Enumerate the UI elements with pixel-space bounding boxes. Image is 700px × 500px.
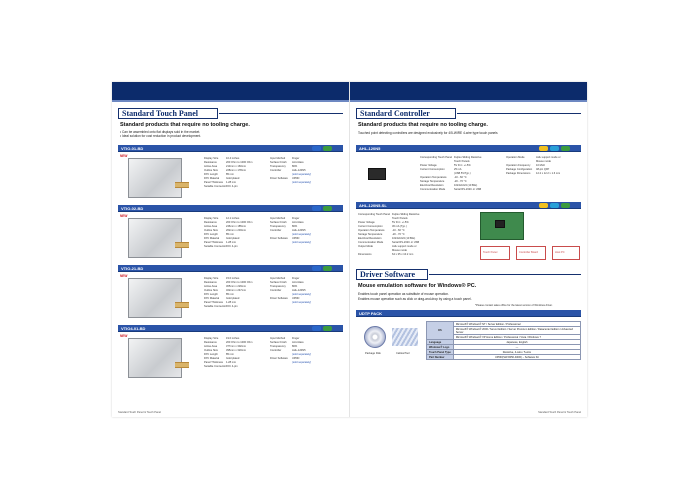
table-row <box>427 355 581 360</box>
new-tag: NEW <box>120 334 128 338</box>
controller-spec-b: Operation Mode AHL support mode or Mouse mode Operation Frequency 10 MHz Package Configuration 48-pin QFP Package Dimensions 12.2 x 12.2 x 1.6 mm <box>506 156 561 175</box>
spec-icon <box>323 206 332 211</box>
disk-image <box>364 326 386 348</box>
new-tag: NEW <box>120 154 128 158</box>
controller-note: Touched point detecting controllers are designed exclusively for 4/5-WIRE 4-wire type touch panels <box>358 131 498 135</box>
controller-section-title: Standard Controller <box>356 108 456 119</box>
spec-icon <box>323 146 332 151</box>
spec-list-b: Input Method Finger Surface Finish Anti-Glare Transparency 80% Controller AHL-120N5 (sold separately) Driver Software UPDD (sold separately) <box>270 217 312 244</box>
table-cell: Microsoft® Windows® XP Home Edition / Professional / Vista / Windows 7 <box>453 335 580 340</box>
diagram-label: Touch Panel <box>483 251 498 254</box>
spec-icon <box>539 146 548 151</box>
spec-list-a: Display Size 10.4 inches Resistance 200 Ohm to 1000 Ohm Active Area 213mm x 160mm Outline Size 228mm x 178mm FPC Length 85 mm FPC Material Gold plated Panel Thickness 1.28 mm Suitable ConnectorFFC 4-pin <box>204 157 253 188</box>
cables-image <box>392 328 418 346</box>
left-page <box>112 82 349 417</box>
driver-bullet-1: Enables touch panel operation as substitute of mouse operation. <box>358 292 449 296</box>
model-header <box>118 145 343 152</box>
table-cell: — <box>453 345 580 350</box>
spec-list-a: Display Size 19.0 inches Resistance 200 Ohm to 1000 Ohm Active Area 377mm x 302mm Outline Size 395mm x 320mm FPC Length 85 mm FPC Material Gold plated Panel Thickness 1.28 mm Suitable ConnectorFFC 4-pin <box>204 337 253 368</box>
fpc-tail-image <box>175 182 189 188</box>
page-footer: Standard Touch Panel & Touch Panel <box>118 411 161 414</box>
table-cell: Language <box>427 340 454 345</box>
fpc-tail-image <box>175 362 189 368</box>
touch-panel-image <box>128 278 182 318</box>
controller-chip-image <box>495 220 505 228</box>
table-cell: Resistive, 4-wire / 5-wire <box>453 350 580 355</box>
driver-bullet-2: Enables mouse operation such as click or drag-and-drop by using a touch panel. <box>358 297 472 301</box>
bullet-2: • Ideal solution for cost reduction in product development. <box>120 134 202 138</box>
section-title: Standard Touch Panel <box>118 108 218 119</box>
spec-icon <box>550 146 559 151</box>
top-band <box>350 82 587 100</box>
fpc-tail-image <box>175 242 189 248</box>
top-band-stripe <box>350 100 587 102</box>
section-rule <box>219 113 343 114</box>
controller-name: AHL-120N5 <box>359 146 381 151</box>
table-cell: Japanese, English <box>453 340 580 345</box>
controller-subhead: Standard products that require no tooling charge. <box>358 122 488 128</box>
table-cell: Touch Panel Type <box>427 350 454 355</box>
spec-icon <box>561 203 570 208</box>
section-rule <box>429 274 581 275</box>
driver-section-title: Driver Software <box>356 269 428 280</box>
spec-list-a: Display Size 12.1 inches Resistance 200 Ohm to 1000 Ohm Active Area 246mm x 185mm Outline Size 262mm x 203mm FPC Length 85 mm FPC Material Gold plated Panel Thickness 1.28 mm Suitable ConnectorFFC 4-pin <box>204 217 253 248</box>
connection-diagram-host <box>552 246 580 260</box>
section-rule <box>457 113 581 114</box>
table-cell: OS <box>427 322 454 340</box>
spec-icon <box>550 203 559 208</box>
connection-diagram-board <box>516 246 546 260</box>
model-header <box>118 325 343 332</box>
touch-panel-image <box>128 338 182 378</box>
driver-subhead: Mouse emulation software for Windows® PC. <box>358 283 477 289</box>
spec-icon <box>539 203 548 208</box>
spec-icon <box>323 326 332 331</box>
spec-icon <box>312 206 321 211</box>
spec-list-b: Input Method Finger Surface Finish Anti-Glare Transparency 80% Controller AHL-120N5 (sold separately) Driver Software UPDD (sold separately) <box>270 337 312 364</box>
controller-spec-a: Corresponding Touch Panel Fujitsu Sliding Resistive Touch Panels Power Voltage 5V D.C. +/-5% Current Consumption 30 mA (Typ.) Operation Temperature -10 - 60 °C Storage Temperature -20 - 70 °C Electrical Resolution 1024x1024 (10 Bits) Communication Mode Serial RS-232C or USB Output Mode AHL support mode or Mouse mode Dimensions 64 x 35 x 10.2 mm <box>358 213 420 256</box>
model-header <box>118 205 343 212</box>
driver-note: *Please contact sales office for the latest version of Windows driver. <box>475 304 553 307</box>
spec-icon <box>323 266 332 271</box>
new-tag: NEW <box>120 214 128 218</box>
table-cell: Microsoft® Windows® 2000 / Server Edition / Server Premium Edition / Datacenter Edition / Advanced Server <box>453 327 580 335</box>
top-band <box>112 82 349 100</box>
spec-list-a: Display Size 15.0 inches Resistance 200 Ohm to 1000 Ohm Active Area 305mm x 229mm Outline Size 322mm x 247mm FPC Length 85 mm FPC Material Gold plated Panel Thickness 1.28 mm Suitable ConnectorFFC 4-pin <box>204 277 253 308</box>
top-band-stripe <box>112 100 349 102</box>
spec-icon <box>312 326 321 331</box>
spec-list-b: Input Method Finger Surface Finish Anti-Glare Transparency 80% Controller AHL-120N5 (sold separately) Driver Software UPDD (sold separately) <box>270 157 312 184</box>
table-cell: Part Number <box>427 355 454 360</box>
spec-list-b: Input Method Finger Surface Finish Anti-Glare Transparency 80% Controller AHL-120N5 (sold separately) Driver Software UPDD (sold separately) <box>270 277 312 304</box>
pack-item-label: Package Disk <box>365 352 381 355</box>
model-name: VTIO-21-BD <box>121 266 144 271</box>
connection-diagram-panel <box>480 246 510 260</box>
controller-name: AHL-120N5-SL <box>359 203 387 208</box>
right-page <box>350 82 587 417</box>
spec-icon <box>561 146 570 151</box>
brochure-spread <box>112 82 587 417</box>
diagram-label: Host PC <box>555 251 565 254</box>
controller-spec-a: Corresponding Touch Panel Fujitsu Sliding Resistive Touch Panels Power Voltage 5V D.C. +/-5% Current Consumption 25 mA (USB 5V/Typ.) Operation Temperature -10 - 60 °C Storage Temperature -20 - 70 °C Electrical Resolution 1024x1024 (10 Bits) Communication Mode Serial RS-232C or USB <box>420 156 482 191</box>
table-cell: UPDD(SW-8450-D400) – Software Kit <box>453 355 580 360</box>
fpc-tail-image <box>175 302 189 308</box>
pack-header <box>356 310 581 317</box>
page-footer: Standard Touch Panel & Touch Panel <box>538 411 581 414</box>
table-cell: Microsoft® Windows® NT / Server Edition / Professional <box>453 322 580 327</box>
diagram-label: Controller Board <box>519 251 538 254</box>
model-name: VTIO-02-BD <box>121 206 144 211</box>
model-header <box>118 265 343 272</box>
touch-panel-image <box>128 218 182 258</box>
new-tag: NEW <box>120 274 128 278</box>
pack-name: UDTP PACK <box>359 311 382 316</box>
model-name: VTIO4-01-BD <box>121 326 146 331</box>
spec-icon <box>312 266 321 271</box>
spec-icon <box>312 146 321 151</box>
bullet-1: • Can be assembled onto flat displays sold in the market. <box>120 130 201 134</box>
controller-chip-image <box>368 168 386 180</box>
table-cell: Windows® Logo <box>427 345 454 350</box>
model-name: VTIO-01-BD <box>121 146 144 151</box>
touch-panel-image <box>128 158 182 198</box>
pack-item-label: Cables/Tool <box>396 352 410 355</box>
software-spec-table <box>426 321 581 360</box>
section-subhead: Standard products that require no tooling charge. <box>120 122 250 128</box>
